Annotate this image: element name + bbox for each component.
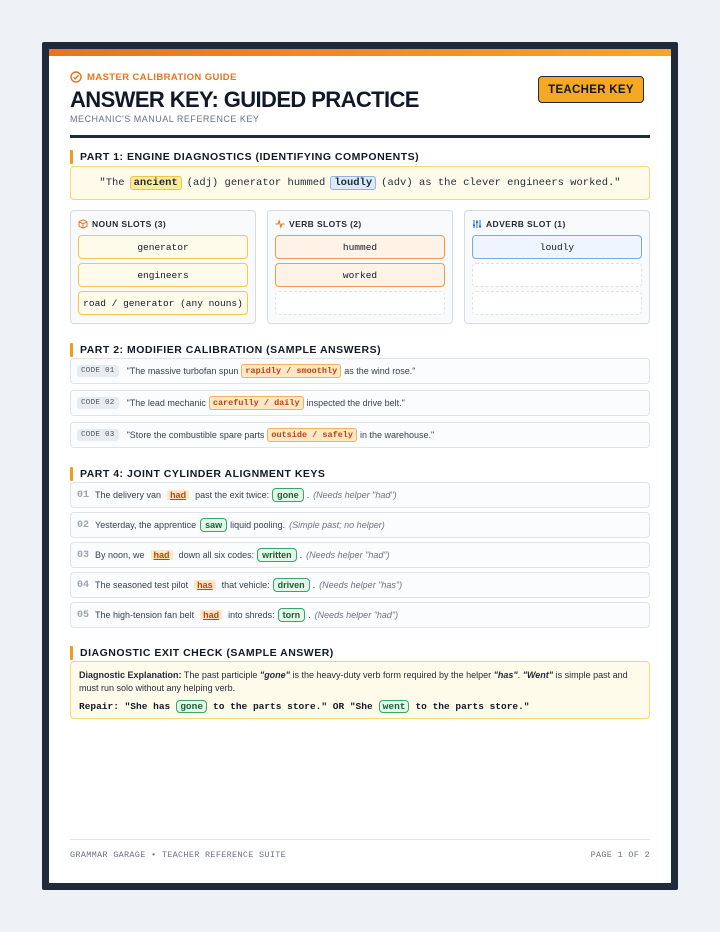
noun-slots-label: NOUN SLOTS (3) xyxy=(92,219,167,229)
row-text-before: "The lead mechanic xyxy=(126,398,206,408)
modifier-answer: carefully / daily xyxy=(209,396,304,410)
exit-explanation xyxy=(79,669,641,695)
box-icon xyxy=(78,219,88,229)
explanation-label: Diagnostic Explanation: xyxy=(79,670,182,680)
teacher-key-badge: TEACHER KEY xyxy=(538,76,644,103)
row-text-before: By noon, we xyxy=(95,550,145,560)
adverb-slot-card xyxy=(464,210,650,324)
adjective-highlight: ancient xyxy=(130,176,182,190)
row-comma: . xyxy=(308,610,311,620)
repair-verb-went: went xyxy=(379,700,410,713)
page-number: PAGE 1 OF 2 xyxy=(590,850,650,860)
row-text-before: Yesterday, the apprentice xyxy=(95,520,197,530)
sentence-close: (adv) as the clever engineers worked." xyxy=(381,177,621,189)
row-number: 05 xyxy=(77,609,90,621)
adverb-slot-empty-2 xyxy=(472,291,642,315)
alignment-row-2 xyxy=(70,512,650,538)
sentence-mid: (adj) generator hummed xyxy=(186,177,326,189)
verb-slots-label: VERB SLOTS (2) xyxy=(289,219,362,229)
header-rule xyxy=(70,135,650,138)
footer-left: GRAMMAR GARAGE • TEACHER REFERENCE SUITE xyxy=(70,850,287,860)
row-text-after: as the wind rose." xyxy=(344,366,416,376)
noun-slots-card xyxy=(70,210,256,324)
diagnostic-sentence xyxy=(70,166,650,200)
part4-heading: PART 4: JOINT CYLINDER ALIGNMENT KEYS xyxy=(70,467,325,481)
participle-answer: gone xyxy=(272,488,304,502)
row-comma: . xyxy=(306,490,310,500)
alignment-row-3 xyxy=(70,542,650,568)
verb-slots-card xyxy=(267,210,453,324)
page-subtitle: MECHANIC'S MANUAL REFERENCE KEY xyxy=(70,114,260,124)
code-tag: CODE 03 xyxy=(77,429,119,441)
adverb-slot-label: ADVERB SLOT (1) xyxy=(486,219,566,229)
part2-heading: PART 2: MODIFIER CALIBRATION (SAMPLE ANSWERS) xyxy=(70,343,381,357)
past-answer: saw xyxy=(200,518,227,532)
modifier-row-3 xyxy=(70,422,650,448)
row-text-after: inspected the drive belt." xyxy=(306,398,405,408)
row-number: 02 xyxy=(77,519,90,531)
code-tag: CODE 02 xyxy=(77,397,119,409)
code-tag: CODE 01 xyxy=(77,365,119,377)
participle-answer: torn xyxy=(278,608,306,622)
footer xyxy=(70,850,650,860)
repair-text: to the parts store." xyxy=(415,701,530,712)
modifier-answer: rapidly / smoothly xyxy=(241,364,341,378)
eyebrow-label: MASTER CALIBRATION GUIDE xyxy=(87,71,237,83)
row-number: 04 xyxy=(77,579,90,591)
row-text-middle: down all six codes: xyxy=(178,550,255,560)
explanation-text: is the heavy-duty verb form required by the helper xyxy=(292,670,492,680)
adverb-slot-empty-1 xyxy=(472,263,642,287)
row-text-after: in the warehouse." xyxy=(360,430,435,440)
alignment-row-4 xyxy=(70,572,650,598)
row-note: (Simple past; no helper) xyxy=(289,520,385,530)
repair-text: to the parts store." OR "She xyxy=(213,701,373,712)
participle-answer: written xyxy=(257,548,297,562)
accent-bar xyxy=(49,49,671,56)
noun-slot-2: engineers xyxy=(78,263,248,287)
repair-line xyxy=(79,700,641,713)
quote-has: "has" xyxy=(493,670,518,680)
modifier-row-2 xyxy=(70,390,650,416)
exit-check-box xyxy=(70,661,650,719)
participle-answer: driven xyxy=(273,578,310,592)
noun-slot-1: generator xyxy=(78,235,248,259)
quote-gone: "gone" xyxy=(259,670,290,680)
modifier-answer: outside / safely xyxy=(267,428,357,442)
part1-heading: PART 1: ENGINE DIAGNOSTICS (IDENTIFYING COMPONENTS) xyxy=(70,150,419,164)
footer-rule xyxy=(70,839,650,840)
check-circle-icon xyxy=(70,71,82,83)
modifier-row-1 xyxy=(70,358,650,384)
worksheet-page xyxy=(42,42,678,890)
alignment-row-5 xyxy=(70,602,650,628)
quote-went: "Went" xyxy=(522,670,554,680)
explanation-text: The past participle xyxy=(183,670,258,680)
row-text-before: "The massive turbofan spun xyxy=(126,366,239,376)
verb-slot-2: worked xyxy=(275,263,445,287)
noun-slot-3: road / generator (any nouns) xyxy=(78,291,248,315)
repair-verb-gone: gone xyxy=(176,700,207,713)
noun-slots-title xyxy=(78,217,248,231)
helper-verb: had xyxy=(167,490,189,500)
alignment-row-1 xyxy=(70,482,650,508)
helper-verb: has xyxy=(194,580,216,590)
exit-heading: DIAGNOSTIC EXIT CHECK (SAMPLE ANSWER) xyxy=(70,646,334,660)
row-comma: . xyxy=(299,550,303,560)
row-text-middle: into shreds: xyxy=(228,610,275,620)
page-title: ANSWER KEY: GUIDED PRACTICE xyxy=(70,87,419,112)
explanation-text: is simple past and must run solo without any helping verb. xyxy=(79,670,628,693)
sentence-open: "The xyxy=(99,177,125,189)
helper-verb: had xyxy=(200,610,222,620)
row-text-middle: that vehicle: xyxy=(221,580,270,590)
row-text-before: The high-tension fan belt xyxy=(95,610,195,620)
row-text-after: liquid pooling. xyxy=(230,520,286,530)
pulse-icon xyxy=(275,219,285,229)
row-text-middle: past the exit twice: xyxy=(195,490,270,500)
adverb-highlight: loudly xyxy=(330,176,376,190)
adverb-slot-title xyxy=(472,217,642,231)
verb-slot-1: hummed xyxy=(275,235,445,259)
row-comma: . xyxy=(312,580,316,590)
row-note: (Needs helper "has") xyxy=(319,580,403,590)
sliders-icon xyxy=(472,219,482,229)
row-text-before: The delivery van xyxy=(95,490,162,500)
adverb-slot-1: loudly xyxy=(472,235,642,259)
row-note: (Needs helper "had") xyxy=(313,490,397,500)
row-number: 01 xyxy=(77,489,90,501)
row-note: (Needs helper "had") xyxy=(306,550,390,560)
explanation-period: . xyxy=(517,670,521,680)
verb-slots-title xyxy=(275,217,445,231)
row-number: 03 xyxy=(77,549,90,561)
row-text-before: "Store the combustible spare parts xyxy=(126,430,265,440)
helper-verb: had xyxy=(151,550,173,560)
row-text-before: The seasoned test pilot xyxy=(95,580,189,590)
verb-slot-empty xyxy=(275,291,445,315)
repair-text: Repair: "She has xyxy=(79,701,171,712)
row-note: (Needs helper "had") xyxy=(314,610,399,620)
